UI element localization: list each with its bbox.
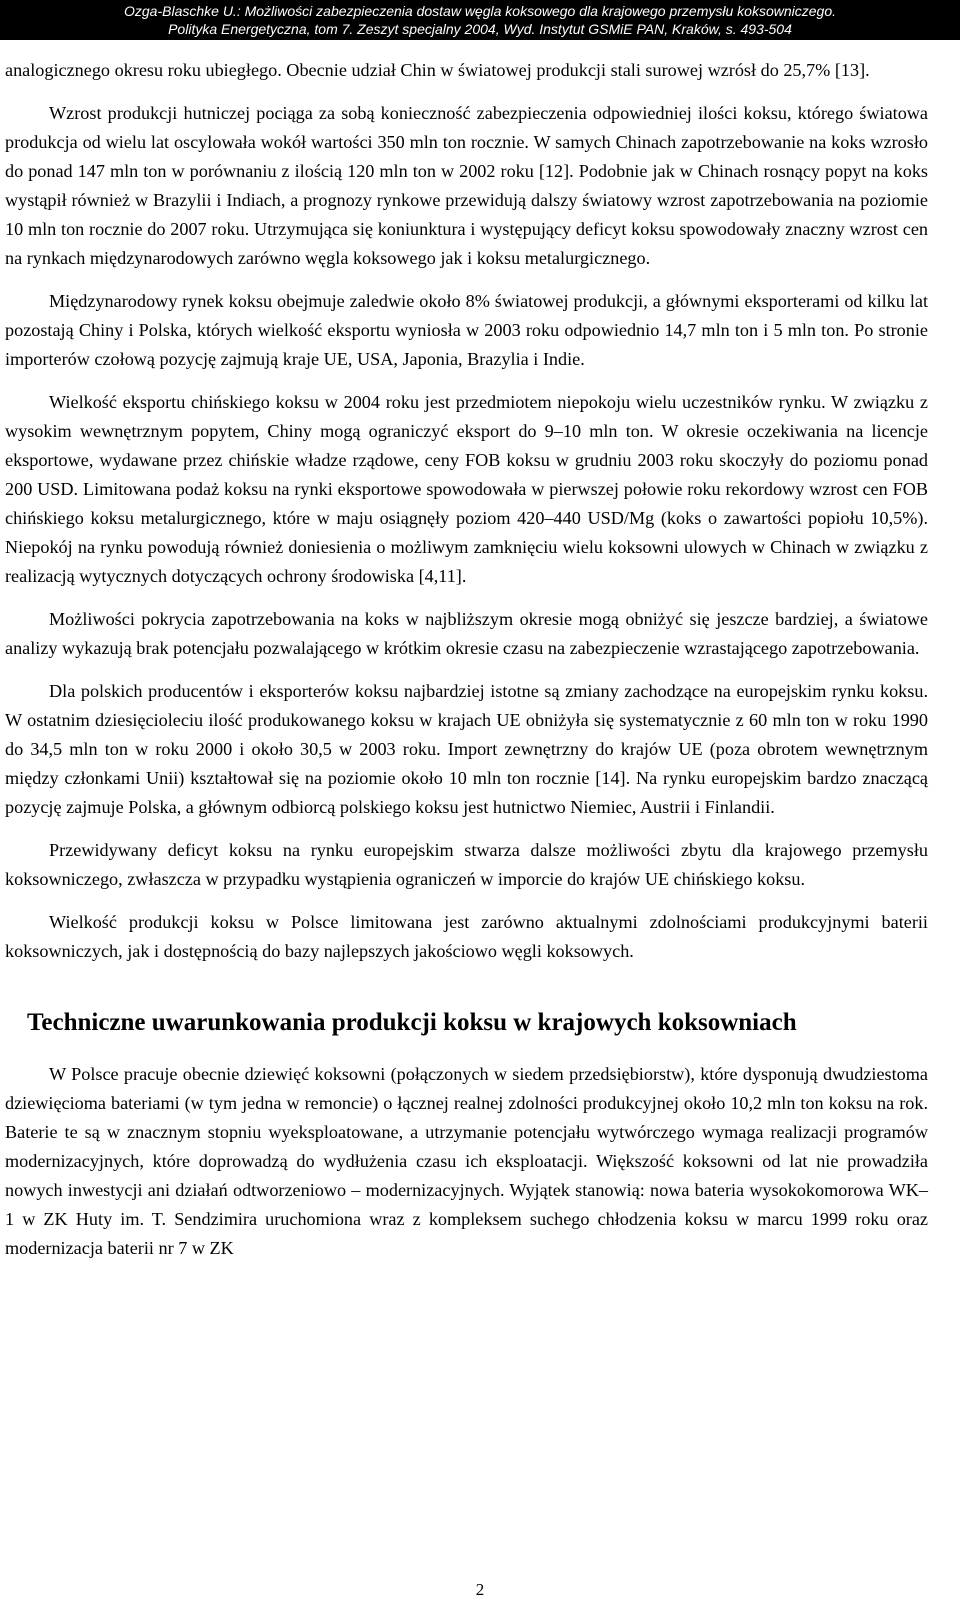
- running-header-line-1: Ozga-Blaschke U.: Możliwości zabezpieczenia dostaw węgla koksowego dla krajowego przemysłu koksowniczego.: [124, 3, 836, 19]
- paragraph: Wielkość eksportu chińskiego koksu w 2004 roku jest przedmiotem niepokoju wielu uczestników rynku. W związku z wysokim wewnętrznym popytem, Chiny mogą ograniczyć eksport do 9–10 mln ton. W okresie oczekiwania na licencje eksportowe, wydawane przez chińskie władze rządowe, ceny FOB koksu w grudniu 2003 roku skoczyły do poziomu ponad 200 USD. Limitowana podaż koksu na rynki eksportowe spowodowała w pierwszej połowie roku rekordowy wzrost cen FOB chińskiego koksu metalurgicznego, które w maju osiągnęły poziom 420–440 USD/Mg (koks o zawartości popiołu 10,5%). Niepokój na rynku powodują również doniesienia o możliwym zamknięciu wielu koksowni ulowych w Chinach w związku z realizacją wytycznych dotyczących ochrony środowiska [4,11].: [5, 392, 928, 586]
- paragraph: Przewidywany deficyt koksu na rynku europejskim stwarza dalsze możliwości zbytu dla krajowego przemysłu koksowniczego, zwłaszcza w przypadku wystąpienia ograniczeń w imporcie do krajów UE chińskiego koksu.: [5, 840, 928, 889]
- paragraph: Międzynarodowy rynek koksu obejmuje zaledwie około 8% światowej produkcji, a głównymi eksporterami od kilku lat pozostają Chiny i Polska, których wielkość eksportu wyniosła w 2003 roku odpowiednio 14,7 mln ton i 5 mln ton. Po stronie importerów czołową pozycję zajmują kraje UE, USA, Japonia, Brazylia i Indie.: [5, 291, 928, 369]
- paragraph: analogicznego okresu roku ubiegłego. Obecnie udział Chin w światowej produkcji stali surowej wzrósł do 25,7% [13].: [5, 60, 870, 80]
- paragraph: Możliwości pokrycia zapotrzebowania na koks w najbliższym okresie mogą obniżyć się jeszcze bardziej, a światowe analizy wykazują brak potencjału pozwalającego w krótkim okresie czasu na zabezpieczenie wzrastającego zapotrzebowania.: [5, 609, 928, 658]
- paragraph: Wzrost produkcji hutniczej pociąga za sobą konieczność zabezpieczenia odpowiedniej ilości koksu, którego światowa produkcja od wielu lat oscylowała wokół wartości 350 mln ton rocznie. W samych Chinach zapotrzebowanie na koks wzrosło do ponad 147 mln ton w porównaniu z ilością 120 mln ton w 2002 roku [12]. Podobnie jak w Chinach rosnący popyt na koks wystąpił również w Brazylii i Indiach, a prognozy rynkowe przewidują dalszy światowy wzrost zapotrzebowania na poziomie 10 mln ton rocznie do 2007 roku. Utrzymująca się koniunktura i występujący deficyt koksu spowodowały znaczny wzrost cen na rynkach międzynarodowych zarówno węgla koksowego jak i koksu metalurgicznego.: [5, 103, 928, 268]
- section-paragraph: W Polsce pracuje obecnie dziewięć koksowni (połączonych w siedem przedsiębiorstw), które dysponują dwudziestoma dziewięcioma bateriami (w tym jedna w remoncie) o łącznej realnej zdolności produkcyjnej około 10,2 mln ton koksu na rok. Baterie te są w znacznym stopniu wyeksploatowane, a utrzymanie potencjału wytwórczego wymaga realizacji programów modernizacyjnych, które doprowadzą do wydłużenia czasu ich eksploatacji. Większość koksowni od lat nie prowadziła nowych inwestycji ani działań odtworzeniowo – modernizacyjnych. Wyjątek stanowią: nowa bateria wysokokomorowa WK–1 w ZK Huty im. T. Sendzimira uruchomiona wraz z kompleksem suchego chłodzenia koksu w marcu 1999 roku oraz modernizacja baterii nr 7 w ZK: [5, 1064, 928, 1258]
- page-body: [5, 56, 928, 1277]
- paragraph: Dla polskich producentów i eksporterów koksu najbardziej istotne są zmiany zachodzące na europejskim rynku koksu. W ostatnim dziesięcioleciu ilość produkowanego koksu w krajach UE obniżyła się systematycznie z 60 mln ton w roku 1990 do 34,5 mln ton w roku 2000 i około 30,5 w 2003 roku. Import zewnętrzny do krajów UE (poza obrotem wewnętrznym między członkami Unii) kształtował się na poziomie około 10 mln ton rocznie [14]. Na rynku europejskim bardzo znaczącą pozycję zajmuje Polska, a głównym odbiorcą polskiego koksu jest hutnictwo Niemiec, Austrii i Finlandii.: [5, 681, 928, 817]
- section-heading: Techniczne uwarunkowania produkcji koksu w krajowych koksowniach: [27, 1009, 797, 1036]
- paragraph: Wielkość produkcji koksu w Polsce limitowana jest zarówno aktualnymi zdolnościami produkcyjnymi baterii koksowniczych, jak i dostępnością do bazy najlepszych jakościowo węgli koksowych.: [5, 912, 928, 961]
- page-number: 2: [475, 1580, 485, 1599]
- running-header: [0, 0, 960, 40]
- running-header-line-2: Polityka Energetyczna, tom 7. Zeszyt specjalny 2004, Wyd. Instytut GSMiE PAN, Kraków, s. 493-504: [168, 21, 792, 37]
